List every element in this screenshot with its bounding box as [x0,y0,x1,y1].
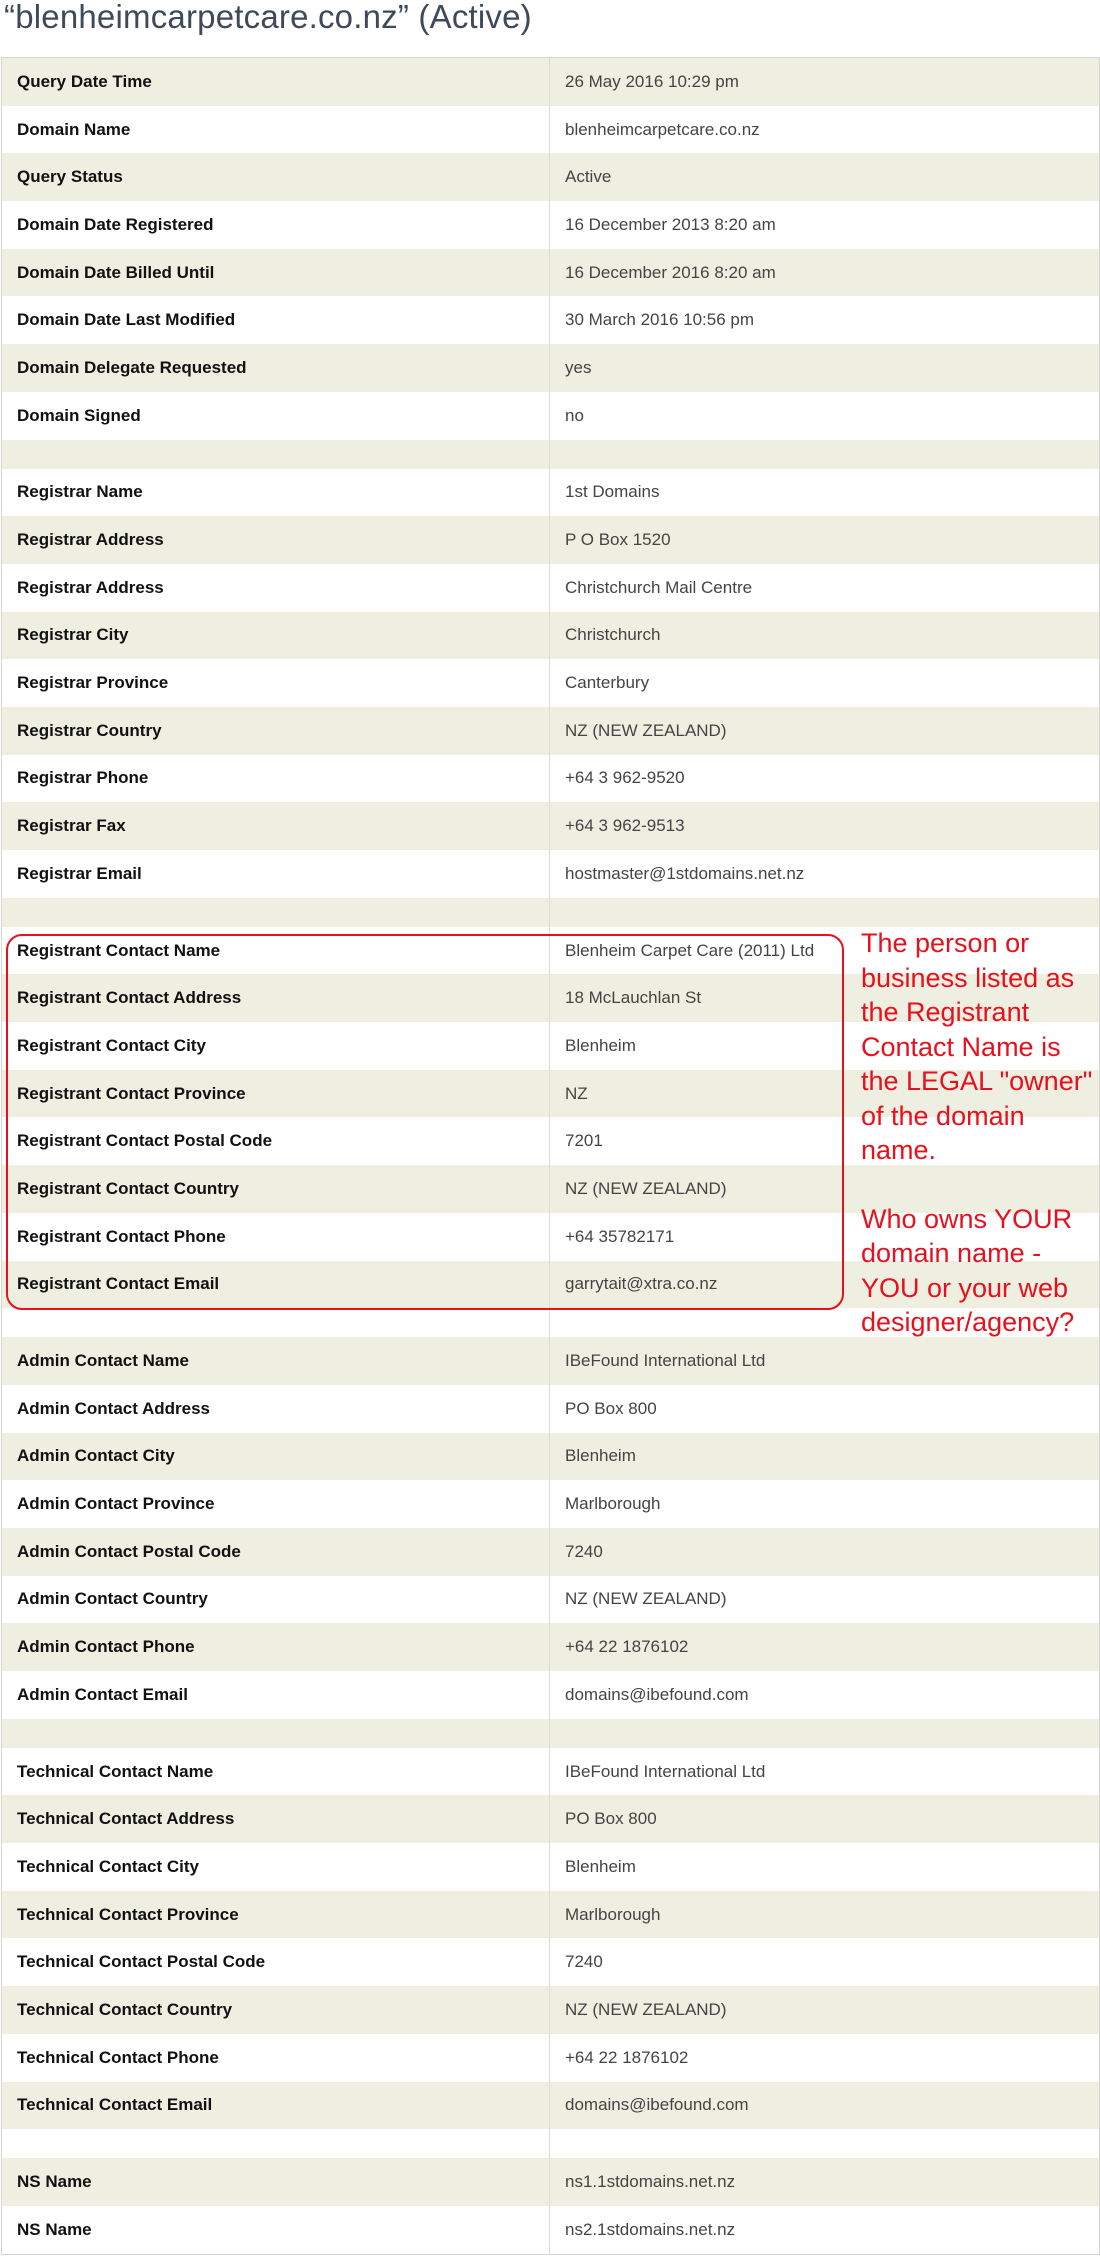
table-row [2,612,1099,660]
table-row [2,1623,1099,1671]
spacer-row [2,2129,1099,2158]
field-value: yes [565,357,592,377]
field-value: 7240 [565,1952,603,1972]
table-row [2,249,1099,297]
field-label: Technical Contact Province [2,1891,550,1939]
table-row [2,659,1099,707]
field-label: Registrar Address [2,564,550,612]
field-label: Query Date Time [2,58,550,106]
table-row [2,296,1099,344]
annotation-ownership-note: The person or business listed as the Registrant Contact Name is the LEGAL "owner" of the domain name. [861,928,1093,1165]
table-row [2,2158,1099,2206]
spacer-cell [550,440,1099,469]
table-row [2,1748,1099,1796]
table-row [2,1385,1099,1433]
table-row [2,850,1099,898]
field-label: Registrar Phone [2,755,550,803]
table-row [2,755,1099,803]
spacer-cell [2,898,550,927]
field-value: 7201 [565,1131,603,1151]
table-row [2,392,1099,440]
field-label: Domain Date Last Modified [2,296,550,344]
table-row [2,1337,1099,1385]
spacer-cell [2,1719,550,1748]
field-label: Registrar Email [2,850,550,898]
field-label: Registrant Contact Email [2,1261,550,1309]
field-value: NZ (NEW ZEALAND) [565,1589,727,1609]
field-label: Technical Contact Postal Code [2,1938,550,1986]
annotation [861,926,1099,1340]
table-row [2,1938,1099,1986]
table-row [2,802,1099,850]
field-value: 7240 [565,1541,603,1561]
field-label: Admin Contact Country [2,1576,550,1624]
table-row [2,153,1099,201]
spacer-row [2,898,1099,927]
field-value: 26 May 2016 10:29 pm [565,71,739,91]
field-label: Admin Contact City [2,1433,550,1481]
field-value: Christchurch [565,625,661,645]
field-value: 1st Domains [565,482,660,502]
field-label: Technical Contact Country [2,1986,550,2034]
field-value: Marlborough [565,1494,661,1514]
field-value: garrytait@xtra.co.nz [565,1274,718,1294]
table-row [2,2082,1099,2130]
field-label: Technical Contact Phone [2,2034,550,2082]
field-label: Technical Contact Address [2,1795,550,1843]
field-label: Registrant Contact Country [2,1165,550,1213]
field-label: Domain Date Registered [2,201,550,249]
field-label: Technical Contact Email [2,2082,550,2130]
field-value: Christchurch Mail Centre [565,577,753,597]
field-label: Registrar City [2,612,550,660]
table-row [2,58,1099,106]
spacer-cell [2,440,550,469]
field-label: Admin Contact Phone [2,1623,550,1671]
field-value: 30 March 2016 10:56 pm [565,310,755,330]
field-value: +64 35782171 [565,1226,675,1246]
table-row [2,1433,1099,1481]
field-value: blenheimcarpetcare.co.nz [565,119,760,139]
field-value: IBeFound International Ltd [565,1761,766,1781]
field-value: +64 22 1876102 [565,1637,689,1657]
field-value: Canterbury [565,673,650,693]
field-label: Technical Contact City [2,1843,550,1891]
field-value: P O Box 1520 [565,530,671,550]
table-row [2,2034,1099,2082]
field-label: Registrant Contact Postal Code [2,1117,550,1165]
field-value: +64 22 1876102 [565,2047,689,2067]
table-row [2,1480,1099,1528]
field-value: IBeFound International Ltd [565,1351,766,1371]
field-value: hostmaster@1stdomains.net.nz [565,863,805,883]
field-label: Admin Contact Name [2,1337,550,1385]
table-row [2,106,1099,154]
field-label: Registrant Contact Phone [2,1213,550,1261]
field-value: ns1.1stdomains.net.nz [565,2172,736,2192]
field-value: ns2.1stdomains.net.nz [565,2219,736,2239]
table-row [2,1576,1099,1624]
field-label: Registrant Contact Name [2,927,550,975]
table-row [2,707,1099,755]
field-label: Query Status [2,153,550,201]
table-row [2,1528,1099,1576]
field-label: Registrar Province [2,659,550,707]
spacer-cell [550,2129,1099,2158]
spacer-cell [2,2129,550,2158]
table-row [2,201,1099,249]
table-row [2,1671,1099,1719]
field-value: Active [565,167,612,187]
field-value: NZ (NEW ZEALAND) [565,1178,727,1198]
annotation-question: Who owns YOUR domain name - YOU or your web designer/agency? [861,1203,1075,1337]
field-label: Registrar Country [2,707,550,755]
table-row [2,1986,1099,2034]
field-value: 16 December 2013 8:20 am [565,214,776,234]
field-label: Admin Contact Province [2,1480,550,1528]
table-row [2,516,1099,564]
spacer-cell [550,898,1099,927]
spacer-row [2,1719,1099,1748]
field-label: Admin Contact Address [2,1385,550,1433]
spacer-cell [550,1719,1099,1748]
field-value: 18 McLauchlan St [565,988,702,1008]
field-label: Domain Delegate Requested [2,344,550,392]
table-row [2,2206,1099,2254]
field-label: NS Name [2,2206,550,2254]
field-value: 16 December 2016 8:20 am [565,262,776,282]
field-label: Registrar Fax [2,802,550,850]
table-row [2,564,1099,612]
field-label: Admin Contact Email [2,1671,550,1719]
field-value: Blenheim [565,1446,636,1466]
table-row [2,469,1099,517]
field-label: Domain Signed [2,392,550,440]
page-title: “blenheimcarpetcare.co.nz” (Active) [4,0,532,35]
field-label: Registrar Name [2,469,550,517]
table-row [2,1795,1099,1843]
field-label: Registrant Contact Address [2,974,550,1022]
field-value: +64 3 962-9520 [565,768,685,788]
field-label: Registrant Contact Province [2,1070,550,1118]
field-value: +64 3 962-9513 [565,816,685,836]
field-value: Blenheim Carpet Care (2011) Ltd [565,940,815,960]
table-row [2,1843,1099,1891]
field-label: Technical Contact Name [2,1748,550,1796]
field-value: NZ [565,1083,588,1103]
field-value: Blenheim [565,1035,636,1055]
field-value: domains@ibefound.com [565,1684,749,1704]
field-label: Admin Contact Postal Code [2,1528,550,1576]
field-label: Registrar Address [2,516,550,564]
field-label: NS Name [2,2158,550,2206]
field-value: PO Box 800 [565,1809,657,1829]
field-value: Blenheim [565,1856,636,1876]
field-value: Marlborough [565,1904,661,1924]
table-row [2,344,1099,392]
spacer-cell [2,1308,550,1337]
field-label: Registrant Contact City [2,1022,550,1070]
field-value: PO Box 800 [565,1398,657,1418]
field-label: Domain Name [2,106,550,154]
table-row [2,1891,1099,1939]
spacer-row [2,440,1099,469]
field-value: domains@ibefound.com [565,2095,749,2115]
field-value: NZ (NEW ZEALAND) [565,1999,727,2019]
field-value: NZ (NEW ZEALAND) [565,720,727,740]
field-label: Domain Date Billed Until [2,249,550,297]
field-value: no [565,405,584,425]
